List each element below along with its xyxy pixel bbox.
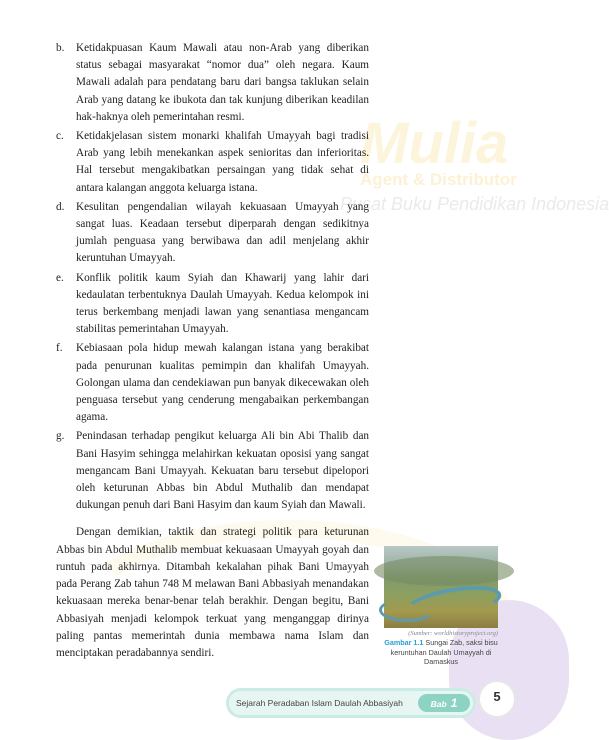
list-item-c — [56, 128, 369, 197]
closing-paragraph: Dengan demikian, taktik dan strategi politik para keturunan Abbas bin Abdul Muthalib membuat kekuasaan Umayyah goyah dan runtuh pada akhirnya. Ditambah kekalahan pihak Bani Umayyah pada Perang Zab tahun 748 M melawan Bani Abbasiyah menandakan kekuasaan mereka benar-benar telah berakhir. Dengan begitu, Bani Abbasiyah menjadi kelompok terkuat yang menganggap dirinya paling pantas memerintah dunia membawa nama Islam dan menciptakan peradabannya sendiri. — [56, 526, 369, 659]
chapter-word: Bab — [430, 699, 447, 709]
chapter-badge — [418, 694, 470, 712]
list-item-text: Penindasan terhadap pengikut keluarga Ali bin Abi Thalib dan Bani Hasyim sehingga melahirkan kekuatan oposisi yang sangat mengancam Bani Umayyah. Kekuatan baru tersebut dipelopori oleh keturunan Abbas bin Abdul Muthalib dan mendapat dukungan penuh dari Bani Hasyim dan kaum Syiah dan Mawali. — [76, 430, 369, 512]
page-number: 5 — [478, 680, 516, 718]
figure-caption — [384, 638, 498, 667]
figure-source: (Sumber: worldhistoryproject.org) — [408, 630, 498, 637]
list-item-f — [56, 340, 369, 426]
watermark-brand: Mulia — [360, 111, 509, 176]
list-item-text: Kesulitan pengendalian wilayah kekuasaan Umayyah yang sangat luas. Keadaan tersebut diperparah dengan sedikitnya jumlah penguasa yang berwibawa dan adil menjelang akhir keruntuhan Umayyah. — [76, 200, 369, 265]
figure-1-1 — [384, 546, 498, 667]
list-item-b — [56, 40, 369, 126]
list-item-e — [56, 270, 369, 339]
figure-caption-text: Sungai Zab, saksi bisu keruntuhan Daulah Umayyah di Damaskus — [390, 638, 498, 666]
chapter-number: 1 — [450, 696, 458, 710]
list-item-d — [56, 199, 369, 268]
list-marker: f. — [56, 342, 63, 355]
list-item-g — [56, 428, 369, 514]
list-marker: c. — [56, 130, 64, 143]
list-marker: g. — [56, 430, 65, 443]
figure-label: Gambar 1.1 — [384, 638, 424, 647]
list-item-text: Ketidakpuasan Kaum Mawali atau non-Arab yang diberikan status sebagai masyarakat “nomor dua” oleh negara. Kaum Mawali adalah para pendatang baru dari bangsa taklukan selain Arab yang datang ke ibukota dan tak kunjung diberikan keadilan hak-haknya oleh pemerintahan resmi. — [76, 42, 369, 123]
list-item-text: Kebiasaan pola hidup mewah kalangan istana yang berakibat pada penurunan kualitas pemimpin dan khalifah Umayyah. Golongan ulama dan cendekiawan pun banyak dikecewakan oleh penguasa tersebut yang cenderung mengabaikan perkembangan agama. — [76, 342, 369, 424]
list-item-text: Ketidakjelasan sistem monarki khalifah Umayyah bagi tradisi Arab yang lebih menekankan aspek senioritas dan inferioritas. Hal tersebut mengakibatkan persaingan yang tidak sehat di antara kalangan anggota keluarga istana. — [76, 130, 369, 194]
body-text — [56, 40, 369, 662]
list-marker: d. — [56, 200, 65, 213]
footer-book-title: Sejarah Peradaban Islam Daulah Abbasiyah — [236, 698, 403, 708]
list-item-text: Konflik politik kaum Syiah dan Khawarij yang lahir dari kedaulatan terbentuknya Daulah Umayyah. Kedua kelompok ini terus berkembang menjadi lawan yang senantiasa mengancam stabilitas pemerintahan Umayyah. — [76, 271, 369, 336]
zab-river-photo — [384, 546, 498, 628]
list-marker: e. — [56, 271, 64, 284]
watermark-line1: Agent & Distributor — [360, 170, 517, 189]
list-marker: b. — [56, 42, 65, 54]
watermark-line2: Pusat Buku Pendidikan Indonesia — [340, 194, 609, 214]
